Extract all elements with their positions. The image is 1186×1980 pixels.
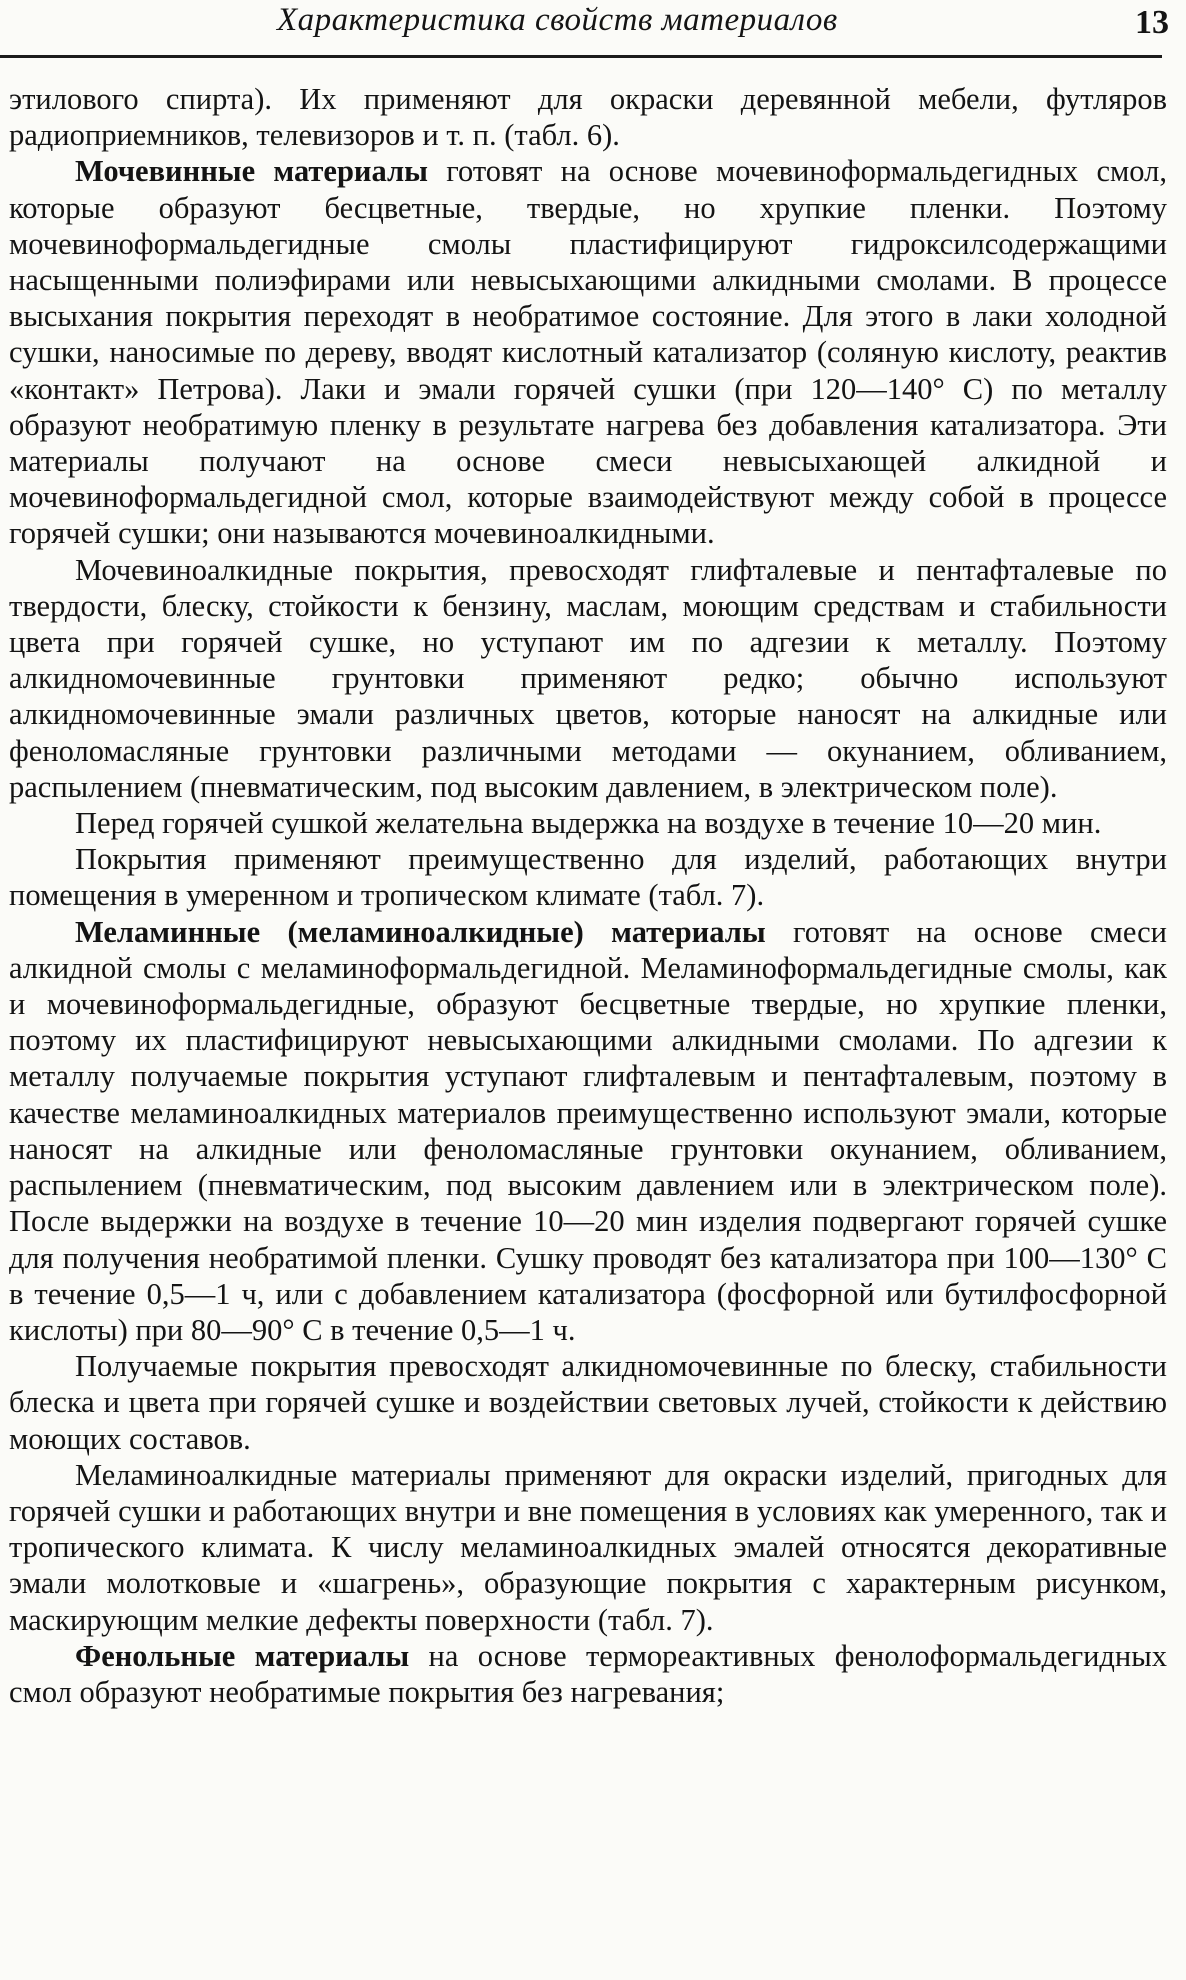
paragraph <box>9 552 1167 805</box>
header-rule <box>0 55 1162 58</box>
paragraph-text: на основе термореактивных фенолоформальдегидных смол образуют необратимые покрытия без нагревания; <box>9 1638 1167 1709</box>
paragraph-text: готовят на основе мочевиноформальдегидных смол, которые образуют бесцветные, твердые, но хрупкие пленки. Поэтому мочевиноформальдегидные смолы пластифицируют гидроксилсодержащими насыщенными полиэфирами или невысыхающими алкидными смолами. В процессе высыхания покрытия переходят в необратимое состояние. Для этого в лаки холодной сушки, наносимые по дереву, вводят кислотный катализатор (соляную кислоту, реактив «контакт» Петрова). Лаки и эмали горячей сушки (при 120—140° С) по металлу образуют необратимую пленку в результате нагрева без добавления катализатора. Эти материалы получают на основе смеси невысыхающей алкидной и мочевиноформальдегидной смол, которые взаимодействуют между собой в процессе горячей сушки; они называются мочевиноалкидными. <box>9 154 1167 551</box>
paragraph <box>9 81 1167 153</box>
paragraph <box>9 841 1167 913</box>
paragraph-text: Перед горячей сушкой желательна выдержка на воздухе в течение 10—20 мин. <box>75 806 1102 841</box>
term-heading: Меламинные (меламиноалкидные) материалы <box>75 914 766 949</box>
paragraph-text: Меламиноалкидные материалы применяют для окраски изделий, пригодных для горячей сушки и работающих внутри и вне помещения в условиях как умеренного, так и тропического климата. К числу меламиноалкидных эмалей относятся декоративные эмали молотковые и «шагрень», образующие покрытия с характерным рисунком, маскирующим мелкие дефекты поверхности (табл. 7). <box>9 1457 1167 1637</box>
paragraph <box>9 805 1167 841</box>
paragraph <box>9 914 1167 1348</box>
paragraph-text: Покрытия применяют преимущественно для изделий, работающих внутри помещения в умеренном и тропическом климате (табл. 7). <box>9 842 1167 913</box>
paragraph-text: готовят на основе смеси алкидной смолы с меламиноформальдегидной. Меламиноформальдегидные смолы, как и мочевиноформальдегидные, образуют бесцветные твердые, но хрупкие пленки, поэтому их пластифицируют невысыхающими алкидными смолами. По адгезии к металлу получаемые покрытия уступают глифталевым и пентафталевым, поэтому в качестве меламиноалкидных материалов преимущественно используют эмали, которые наносят на алкидные или феноломасляные грунтовки окунанием, обливанием, распылением (пневматическим, под высоким давлением или в электрическом поле). После выдержки на воздухе в течение 10—20 мин изделия подвергают горячей сушке для получения необратимой пленки. Сушку проводят без катализатора при 100—130° С в течение 0,5—1 ч, или с добавлением катализатора (фосфорной или бутилфосфорной кислоты) при 80—90° С в течение 0,5—1 ч. <box>9 914 1167 1347</box>
term-heading: Фенольные материалы <box>75 1638 410 1673</box>
running-title: Характеристика свойств материалов <box>277 2 838 38</box>
running-header <box>0 0 1186 60</box>
paragraph <box>9 1638 1167 1710</box>
page-number: 13 <box>1135 4 1169 41</box>
paragraph <box>9 1348 1167 1457</box>
paragraph <box>9 153 1167 551</box>
paragraph <box>9 1457 1167 1638</box>
paragraph-text: Получаемые покрытия превосходят алкидномочевинные по блеску, стабильности блеска и цвета при горячей сушке и воздействии световых лучей, стойкости к действию моющих составов. <box>9 1349 1167 1456</box>
paragraph-text: этилового спирта). Их применяют для окраски деревянной мебели, футляров радиоприемников, телевизоров и т. п. (табл. 6). <box>9 82 1167 153</box>
body-text <box>9 81 1167 1710</box>
term-heading: Мочевинные материалы <box>75 154 428 189</box>
paragraph-text: Мочевиноалкидные покрытия, превосходят глифталевые и пентафталевые по твердости, блеску, стойкости к бензину, маслам, моющим средствам и стабильности цвета при горячей сушке, но уступают им по адгезии к металлу. Поэтому алкидномочевинные грунтовки применяют редко; обычно используют алкидномочевинные эмали различных цветов, которые наносят на алкидные или феноломасляные грунтовки различными методами — окунанием, обливанием, распылением (пневматическим, под высоким давлением, в электрическом поле). <box>9 552 1167 804</box>
